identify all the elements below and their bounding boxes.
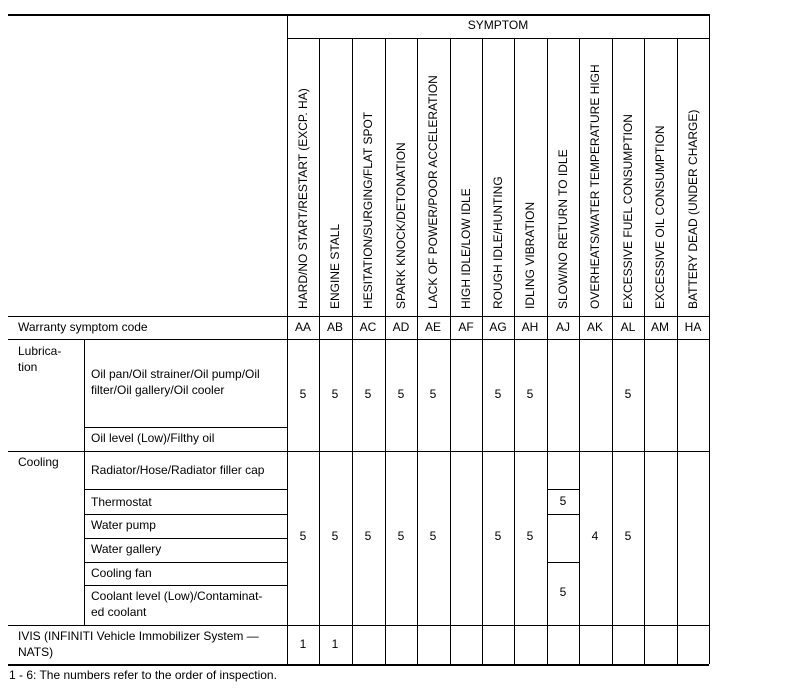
cell-value: 5	[299, 529, 307, 543]
header-bottom-rule	[8, 316, 709, 317]
symptom-code: HA	[684, 320, 702, 334]
col-rule	[612, 38, 613, 664]
symptom-code: AM	[651, 320, 669, 334]
cool-end-rule	[8, 625, 709, 626]
cell-value: 5	[331, 387, 339, 401]
cell-value: 5	[526, 529, 534, 543]
col-rule	[385, 38, 386, 664]
symptom-code: AL	[620, 320, 636, 334]
column-header: IDLING VIBRATION	[523, 201, 537, 309]
column-header: HIGH IDLE/LOW IDLE	[459, 188, 473, 309]
col-rule	[450, 38, 451, 664]
table-top-rule	[8, 14, 709, 16]
cool-sub-rule	[84, 538, 287, 539]
lub-end-rule	[8, 451, 709, 452]
col-rule	[482, 38, 483, 664]
aj-rule	[547, 489, 579, 490]
symptom-code: AF	[458, 320, 474, 334]
symptom-code: AD	[392, 320, 410, 334]
cool-sub-rule	[84, 562, 287, 563]
cell-value: 5	[559, 585, 567, 599]
col-rule	[417, 38, 418, 664]
symptom-title: SYMPTOM	[467, 18, 529, 32]
cool-item: Radiator/Hose/Radiator filler cap	[91, 463, 265, 477]
cell-value: 5	[429, 387, 437, 401]
column-header: ROUGH IDLE/HUNTING	[491, 176, 505, 309]
group-cooling: Cooling	[18, 455, 59, 469]
col-rule	[677, 38, 678, 664]
cell-value: 5	[494, 529, 502, 543]
cell-value: 1	[331, 637, 339, 651]
cool-sub-rule	[84, 489, 287, 490]
group-lubrication: Lubrica- tion	[18, 344, 62, 374]
symptom-code: AG	[489, 320, 507, 334]
cell-value: 1	[299, 637, 307, 651]
symptom-code: AJ	[555, 320, 570, 334]
cell-value: 5	[331, 529, 339, 543]
cool-item: Water gallery	[91, 542, 162, 556]
column-header: EXCESSIVE FUEL CONSUMPTION	[621, 114, 635, 309]
col-rule	[352, 38, 353, 664]
table-bottom-rule	[8, 664, 709, 666]
symptom-code: AK	[586, 320, 603, 334]
column-header: OVERHEATS/WATER TEMPERATURE HIGH	[588, 64, 602, 309]
column-header: ENGINE STALL	[328, 223, 342, 309]
lub-item: Oil level (Low)/Filthy oil	[91, 431, 215, 445]
cell-value: 5	[559, 494, 567, 508]
col-rule	[514, 38, 515, 664]
column-header: LACK OF POWER/POOR ACCELERATION	[426, 75, 440, 309]
cell-value: 5	[624, 387, 632, 401]
code-row-rule	[8, 339, 709, 340]
col-rule	[547, 38, 548, 664]
cell-value: 5	[397, 529, 405, 543]
column-header: SPARK KNOCK/DETONATION	[394, 142, 408, 309]
symptom-code: AB	[326, 320, 343, 334]
cell-value: 5	[494, 387, 502, 401]
symptom-code: AC	[359, 320, 377, 334]
symptom-rule	[287, 38, 709, 39]
col-rule	[287, 14, 288, 664]
cell-value: 5	[364, 529, 372, 543]
cool-item: Water pump	[91, 518, 156, 532]
aj-rule	[547, 562, 579, 563]
symptom-code: AE	[424, 320, 441, 334]
cell-value: 5	[526, 387, 534, 401]
column-header: SLOW/NO RETURN TO IDLE	[556, 149, 570, 309]
cell-value: 5	[624, 529, 632, 543]
warranty-label: Warranty symptom code	[18, 320, 148, 334]
column-header: BATTERY DEAD (UNDER CHARGE)	[686, 109, 700, 309]
column-header: HARD/NO START/RESTART (EXCP. HA)	[296, 88, 310, 309]
cell-value: 5	[299, 387, 307, 401]
cool-sub-rule	[84, 514, 287, 515]
col-rule	[709, 14, 710, 664]
footnote: 1 - 6: The numbers refer to the order of inspection.	[9, 668, 277, 682]
symptom-code: AH	[521, 320, 539, 334]
cell-value: 4	[591, 529, 599, 543]
lub-item: Oil pan/Oil strainer/Oil pump/Oil filter/Oil gallery/Oil cooler	[91, 367, 260, 397]
symptom-code: AA	[294, 320, 311, 334]
ivis-label: IVIS (INFINITI Vehicle Immobilizer System — NATS)	[18, 629, 259, 659]
cell-value: 5	[364, 387, 372, 401]
lub-sub-rule	[84, 427, 287, 428]
group-divider	[84, 339, 85, 625]
col-rule	[579, 38, 580, 664]
cell-value: 5	[429, 529, 437, 543]
column-header: EXCESSIVE OIL CONSUMPTION	[653, 125, 667, 309]
aj-rule	[547, 514, 579, 515]
cool-item: Coolant level (Low)/Contaminat- ed coolant	[91, 589, 263, 619]
cool-item: Cooling fan	[91, 566, 152, 580]
col-rule	[319, 38, 320, 664]
col-rule	[644, 38, 645, 664]
cell-value: 5	[397, 387, 405, 401]
cool-sub-rule	[84, 585, 287, 586]
cool-item: Thermostat	[91, 495, 152, 509]
column-header: HESITATION/SURGING/FLAT SPOT	[361, 111, 375, 309]
